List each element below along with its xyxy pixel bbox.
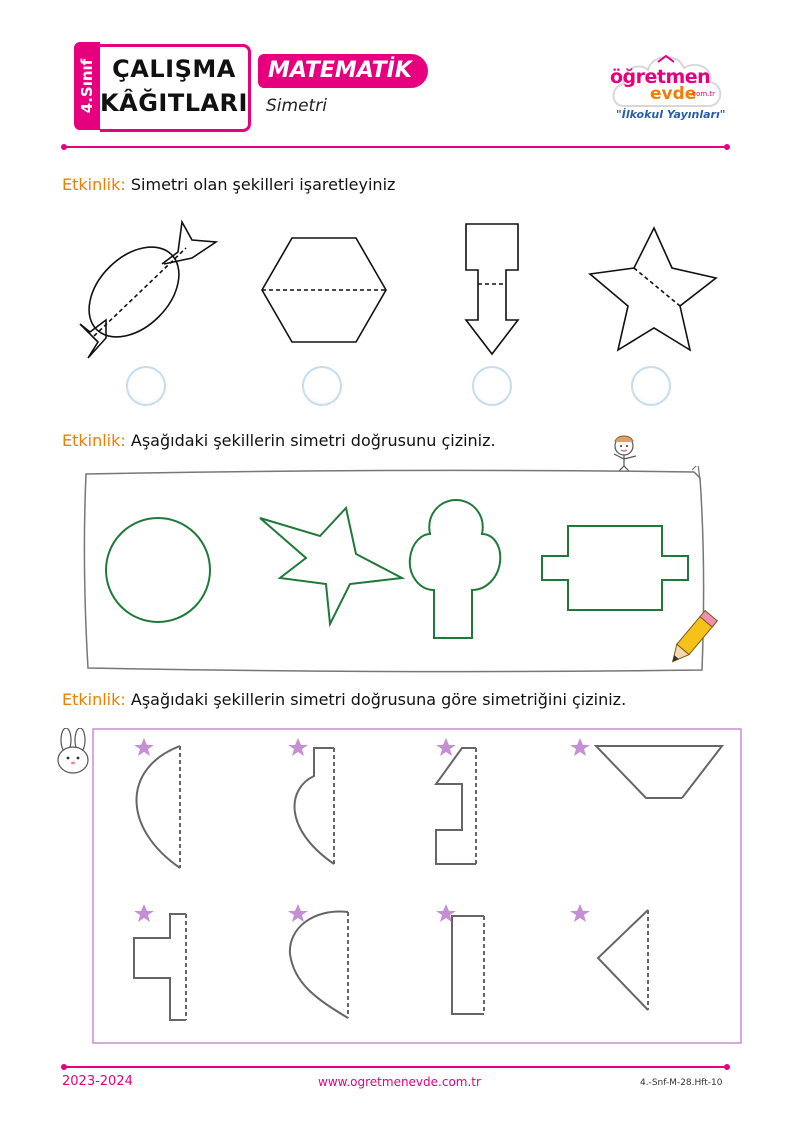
activity-1-text: Simetri olan şekilleri işaretleyiniz (130, 175, 396, 194)
activity-2-text: Aşağıdaki şekillerin simetri doğrusunu çiziniz. (130, 431, 496, 450)
footer-code: 4.-Snf-M-28.Hft-10 (640, 1078, 723, 1088)
footer-rule (64, 1066, 726, 1068)
activity-2-label: Etkinlik: (62, 431, 126, 450)
bunny-icon (50, 728, 98, 778)
logo-word-1: öğretmen (610, 66, 711, 88)
activity-3 (62, 690, 626, 709)
arrow-icon (466, 224, 518, 354)
logo-slogan: "İlkokul Yayınları" (616, 108, 726, 121)
grade-tab (74, 42, 100, 130)
publisher-logo (606, 44, 726, 130)
activity-1-label: Etkinlik: (62, 175, 126, 194)
activity-3-text: Aşağıdaki şekillerin simetri doğrusuna göre simetriğini çiziniz. (130, 690, 627, 709)
answer-circle-4[interactable] (631, 366, 671, 406)
answer-circle-2[interactable] (302, 366, 342, 406)
answer-circle-3[interactable] (472, 366, 512, 406)
footer-url[interactable]: www.ogretmenevde.com.tr (318, 1075, 481, 1089)
header-rule (64, 146, 726, 148)
subject-label: MATEMATİK (258, 54, 428, 88)
title-box (100, 44, 251, 132)
answer-circle-1[interactable] (126, 366, 166, 406)
activity-2-board (80, 466, 720, 676)
topic-label: Simetri (266, 96, 327, 116)
logo-word-2: evde (650, 84, 697, 104)
footer-dot-right (724, 1064, 730, 1070)
star-icon (590, 228, 716, 350)
activity-1-shapes (60, 210, 740, 370)
board-frame (84, 470, 703, 671)
title-line-1: ÇALIŞMA (112, 55, 236, 83)
activity-1 (62, 175, 395, 194)
activity-3-grid (92, 728, 744, 1046)
grade-label: 4.Sınıf (78, 58, 96, 114)
title-line-2: KÂĞITLARI (100, 89, 248, 117)
logo-domain: .com.tr (690, 90, 716, 98)
pencil-icon (660, 608, 720, 674)
activity-3-label: Etkinlik: (62, 690, 126, 709)
footer-year: 2023-2024 (62, 1074, 133, 1089)
rule-dot-right (724, 144, 730, 150)
grid-frame (93, 729, 741, 1043)
candy-icon (72, 222, 216, 358)
hexagon-icon (262, 238, 386, 342)
activity-2 (62, 431, 496, 450)
